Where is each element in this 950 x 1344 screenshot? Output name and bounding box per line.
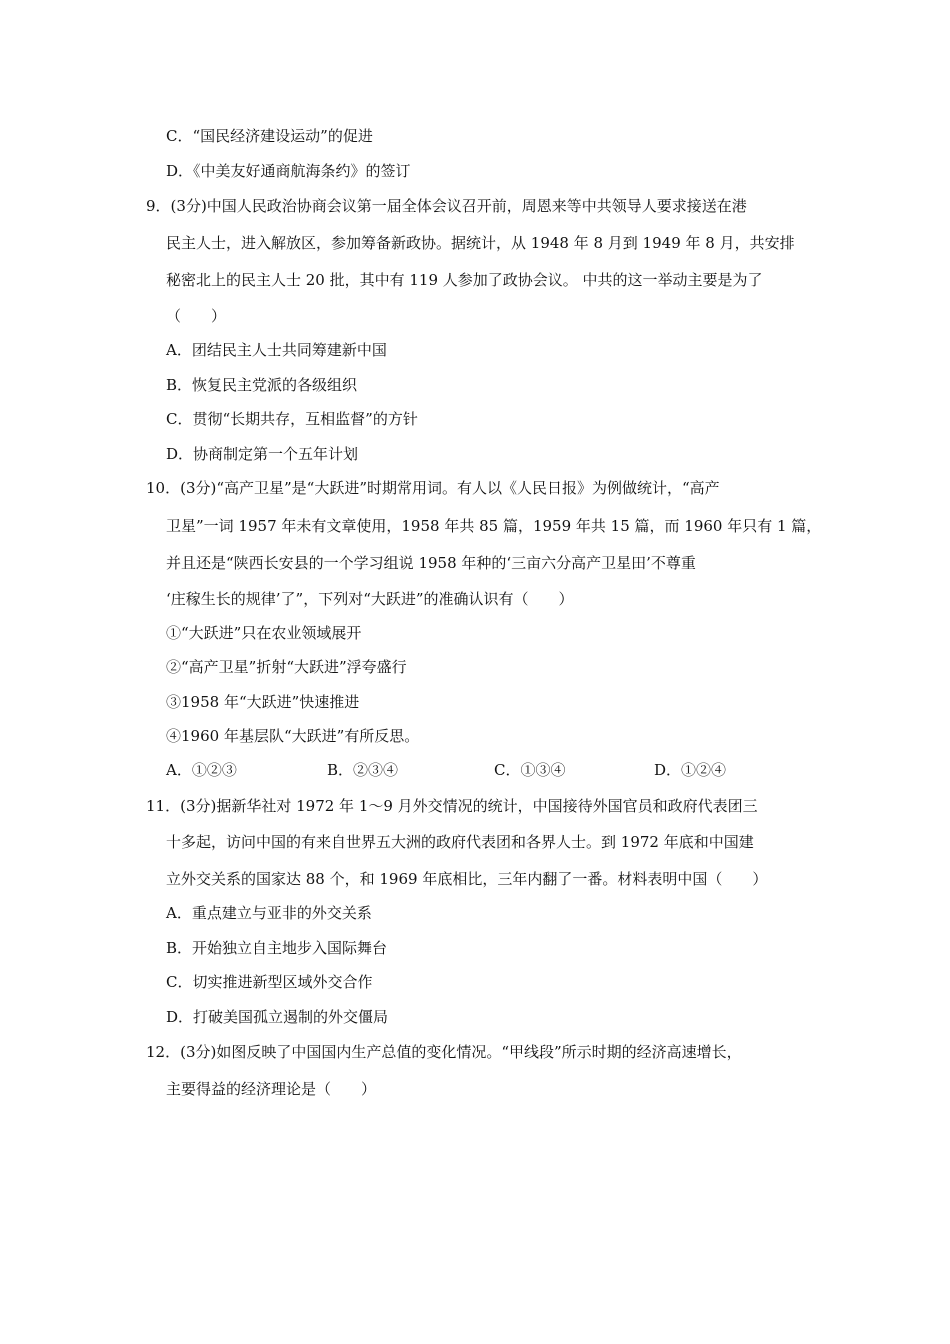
q10-stem-line-3: 并且还是“陕西长安县的一个学习组说 1958 年种的‘三亩六分高产卫星田’不尊重 — [166, 554, 696, 572]
q10-statement-2: ②“高产卫星”折射“大跃进”浮夸盛行 — [166, 658, 407, 676]
q11-stem-line-3: 立外交关系的国家达 88 个，和 1969 年底相比，三年内翻了一番。材料表明中国（ ） — [166, 870, 768, 888]
q10-statement-1: ①“大跃进”只在农业领域展开 — [166, 624, 362, 642]
q9-stem-line-3: 秘密北上的民主人士 20 批，其中有 119 人参加了政协会议。 中共的这一举动主要是为了 — [166, 271, 763, 289]
q9-option-d: D．协商制定第一个五年计划 — [166, 445, 359, 463]
q9-option-a: A．团结民主人士共同筹建新中国 — [166, 341, 387, 359]
q8-option-d: D．《中美友好通商航海条约》的签订 — [166, 162, 411, 180]
q10-stem-line-1: 10．(3分)“高产卫星”是“大跃进”时期常用词。有人以《人民日报》为例做统计，“高产 — [146, 479, 720, 497]
q11-option-d: D．打破美国孤立遏制的外交僵局 — [166, 1008, 389, 1026]
q12-stem-line-2: 主要得益的经济理论是（ ） — [166, 1080, 377, 1098]
q10-option-a: A．①②③ — [166, 761, 237, 779]
q10-stem-line-4: ‘庄稼生长的规律’了”，下列对“大跃进”的准确认识有（ ） — [166, 590, 574, 608]
q8-option-c: C．“国民经济建设运动”的促进 — [166, 127, 373, 145]
q9-stem-line-1: 9．(3分)中国人民政治协商会议第一届全体会议召开前，周恩来等中共领导人要求接送在港 — [146, 197, 747, 215]
q10-option-c: C．①③④ — [494, 761, 566, 779]
q10-option-d: D．①②④ — [654, 761, 727, 779]
q9-option-c: C．贯彻“长期共存，互相监督”的方针 — [166, 410, 418, 428]
q12-stem-line-1: 12．(3分)如图反映了中国国内生产总值的变化情况。“甲线段”所示时期的经济高速增长， — [146, 1043, 742, 1061]
q10-option-b: B．②③④ — [327, 761, 399, 779]
q11-option-b: B．开始独立自主地步入国际舞台 — [166, 939, 388, 957]
q10-options-row — [166, 760, 826, 780]
q10-statement-3: ③1958 年“大跃进”快速推进 — [166, 693, 360, 711]
q10-stem-line-2: 卫星”一词 1957 年未有文章使用，1958 年共 85 篇，1959 年共 15 篇，而 1960 年只有 1 篇， — [166, 517, 822, 535]
q10-statement-4: ④1960 年基层队“大跃进”有所反思。 — [166, 727, 420, 745]
q9-stem-line-2: 民主人士，进入解放区，参加筹备新政协。据统计，从 1948 年 8 月到 1949 年 8 月，共安排 — [166, 234, 795, 252]
q11-option-a: A．重点建立与亚非的外交关系 — [166, 904, 372, 922]
q11-stem-line-1: 11．(3分)据新华社对 1972 年 1～9 月外交情况的统计，中国接待外国官员和政府代表团三 — [146, 797, 758, 815]
q11-option-c: C．切实推进新型区域外交合作 — [166, 973, 373, 991]
q9-option-b: B．恢复民主党派的各级组织 — [166, 376, 358, 394]
q11-stem-line-2: 十多起，访问中国的有来自世界五大洲的政府代表团和各界人士。到 1972 年底和中国建 — [166, 833, 754, 851]
q9-answer-bracket: （ ） — [166, 307, 227, 325]
